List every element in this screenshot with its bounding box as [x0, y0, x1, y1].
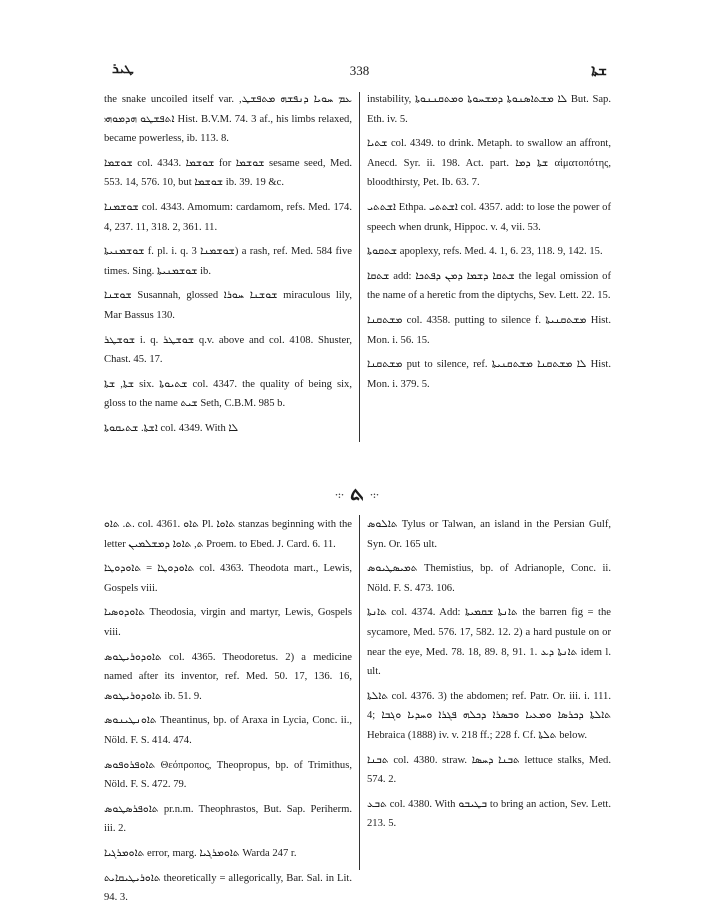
entry: ܬܐܘܕܘܪܝܛܘܣ col. 4365. Theodoretus. 2) a medicine named after its inventor, ref. Med. 50. 17, 136. 16, ܬܐܘܕܘܪܝܛܘܣ ib. 51. 9.: [104, 651, 352, 702]
running-head-left: ܛܝܪ: [112, 62, 134, 77]
entry: ܬܐܘܦܪܣܛܘܣ pr.n.m. Theophrastos, But. Sap. Periherm. iii. 2.: [104, 803, 352, 835]
entry: ܫܘܫܛܪ i. q. ܫܘܫܛܪ q.v. above and col. 4108. Shuster, Chast. 45. 17.: [104, 334, 352, 366]
entry: ܬܐܘܦܪܘܦܘܣ Θεόπροπος, Theopropus, bp. of Trimithus, Nöld. F. S. 472. 79.: [104, 759, 352, 791]
entry: ܡܫܬܩܢܐ col. 4358. putting to silence f. ܡܫܬܩܢܝܬܐ Hist. Mon. i. 56. 15.: [367, 314, 611, 346]
entry: ܬ. ܬܐܘ. col. 4361. ܬܐܘ Pl. ܬܐܘܐ stanzas beginning with the letter ܬ, ܬܐܘܐ ܕܡܫܠܡܝܢ Proem. to Ebed. J. Card. 6. 11.: [104, 519, 353, 550]
section-letter: ܬ: [349, 480, 365, 505]
entry: ܡܫܬܩܢܐ put to silence, ref. ܠܐ ܡܫܬܩܢܐ ܡܫܬܩܢܝܬܐ Hist. Mon. i. 379. 5.: [367, 359, 611, 390]
ornament-right-icon: ·:·: [370, 489, 380, 500]
entry: ܫܬܐ, ܫܬܐ six. ܫܬܝܘܬܐ col. 4347. the quality of being six, gloss to the name ܫܝܬ Seth, C.B.M. 985 b.: [104, 378, 352, 410]
entry: instability, ܠܐ ܡܫܬܐܣܢܘܬܐ ܕܡܫܚܘܬܐ ܘܡܬܩܢܢܘܬܐ But. Sap. Eth. iv. 5.: [367, 94, 611, 125]
running-head-right: ܫܬܐ: [591, 63, 607, 79]
section-divider: [0, 480, 714, 506]
column-rule-top: [359, 92, 360, 442]
entry: ܫܘܫܡܢܐ col. 4343. Amomum: cardamom, refs. Med. 174. 4, 237. 11, 318. 2, 361. 11.: [104, 201, 352, 233]
top-right-column: [367, 90, 611, 399]
top-left-column: [104, 90, 352, 444]
entry: ܫܘܫܢܐ Susannah, glossed ܫܘܫܢܐ ܚܘܪܐ miraculous lily, Mar Bassus 130.: [104, 290, 352, 321]
page-number: 338: [349, 63, 370, 78]
entry: ܬܒܥ col. 4380. With ܒܛܝܒܘ to bring an action, Sev. Lett. 213. 5.: [367, 798, 611, 830]
bottom-left-column: [104, 515, 352, 913]
ornament-left-icon: ·:·: [334, 489, 344, 500]
entry: ܬܐܘܢܛܝܢܘܣ Theantinus, bp. of Araxa in Lycia, Conc. ii., Nöld. F. S. 414. 474.: [104, 715, 352, 746]
entry: ܫܘܫܡܐ col. 4343. ܫܘܫܡܐ for ܫܘܫܡܐ sesame seed, Med. 553. 14, 576. 10, but ܫܘܫܡܐ ib. 39. 19 &c.: [104, 157, 353, 189]
entry: ܬܐܘܕܘܛܐ = ܬܐܘܕܘܛܐ col. 4363. Theodota mart., Lewis, Gospels viii.: [104, 563, 352, 594]
page-header: [112, 62, 607, 82]
entry: ܬܐܢܬܐ col. 4374. Add: ܬܐܢܬܐ ܫܩܡܝܬܐ the barren fig = the sycamore, Med. 576. 17, 582. 12. 2) a hard pustule on or near the eye, Med. 78. 18, 89. 8, 91. 1. ܬܐܢܬܐ ܕܥ idem l. ult.: [367, 607, 612, 678]
entry: ܬܡܝܣܛܝܘܣ Themistius, bp. of Adrianople, Conc. ii. Nöld. F. S. 473. 106.: [367, 563, 611, 594]
column-rule-bottom: [359, 515, 360, 870]
entry: ܐܫܬܬܝ Ethpa. ܐܫܬܬܝ col. 4357. add: to lose the power of speech when drunk, Hippoc. v. 4, vii. 53.: [367, 201, 612, 233]
entry: ܐܫܬܐ. ܫܬܝܩܘܬܐ col. 4349. With ܠܐ: [104, 422, 239, 434]
entry: ܬܒܢܐ col. 4380. straw. ܬܒܢܐ ܕܚܣܐ lettuce stalks, Med. 574. 2.: [367, 754, 611, 786]
bottom-right-column: [367, 515, 611, 839]
entry: ܬܐܠܘܣ Tylus or Talwan, an island in the Persian Gulf, Syn. Or. 165 ult.: [367, 519, 611, 550]
entry: ܫܬܩܐ add: ܫܬܩܐ ܕܫܡܐ ܕܡܢ ܕܦܬܟܐ the legal omission of the name of a heretic from the diptychs, Sev. Lett. 22. 15.: [367, 270, 611, 302]
entry: ܫܘܫܡܢܝܬܐ f. pl. i. q. ܫܘܫܡܢܐ 3) a rash, ref. Med. 584 five times. Sing. ܫܘܫܡܢܝܬܐ ib.: [104, 246, 352, 277]
entry: ܫܬܩܘܬܐ apoplexy, refs. Med. 4. 1, 6. 23, 118. 9, 142. 15.: [367, 246, 603, 258]
entry: ܬܐܘܡܪܓܝܐ error, marg. ܬܐܘܡܪܓܝܐ Warda 247 r.: [104, 847, 297, 859]
entry: ܬܐܠܬܐ col. 4376. 3) the abdomen; ref. Patr. Or. iii. i. 111. 4; ܬܐܠܬܐ ܕܟܪܣܐ ܘܡܥܝܐ ܘܒܣܪܐ ܕܟܠܗ ܦܓܪܐ ܘܚܕܝܐ ܘܓܒܐ Hebraica (1888) iv. v. 218 ff.; 228 f. Cf. ܬܠܬܐ below.: [367, 690, 611, 741]
entry: ܬܐܘܕܘܣܝܐ Theodosia, virgin and martyr, Lewis, Gospels viii.: [104, 607, 352, 638]
entry: the snake uncoiled itself var. ܥܡ ܚܘܝܐ ܕܢܦܫܗ ܡܬܦܫܛ, ܐܬܦܫܛܘ ܗܕܡܘܗܝ Hist. B.V.M. 74. 3 af., his limbs relaxed, became powerless, ib. 113. 8.: [104, 94, 352, 145]
entry: ܫܬܝܐ col. 4349. to drink. Metaph. to swallow an affront, Anecd. Syr. ii. 198. Act. part. ܫܬܐ ܕܡܐ αἱματοπότης, bloodthirsty, Pet. Ib. 63. 7.: [367, 138, 611, 189]
entry: ܬܐܘܪܝܛܝܩܐܝܬ theoretically = allegorically, Bar. Sal. in Lit. 94. 3.: [104, 872, 352, 904]
